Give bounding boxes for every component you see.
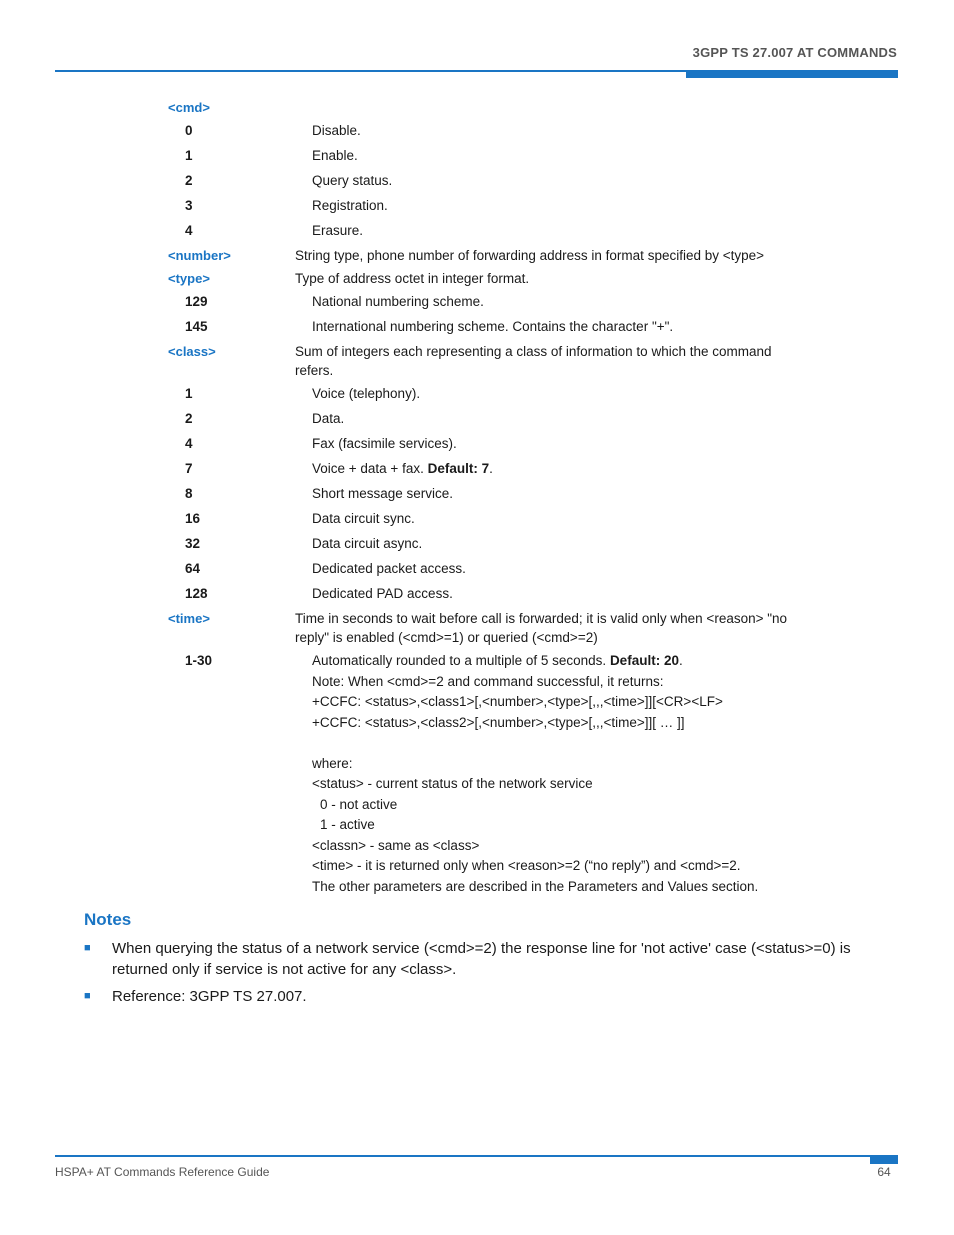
value-code: 4 [185,223,193,238]
value-code: 1 [185,148,193,163]
value-desc: Short message service. [312,486,454,501]
note-text: Reference: 3GPP TS 27.007. [112,988,307,1005]
note-line [312,733,808,754]
note-line: <status> - current status of the network service [312,776,593,791]
value-desc-with-default [312,651,808,672]
footer-accent-block [870,1155,898,1164]
param-desc-time: Time in seconds to wait before call is forwarded; it is valid only when <reason> "no reply" is enabled (<cmd>=1) or queried (<cmd>=2) [295,611,788,645]
desc-suffix: . [489,461,493,476]
value-desc: Data circuit sync. [312,511,415,526]
value-code: 3 [185,198,193,213]
note-item [84,986,894,1007]
value-code: 4 [185,436,193,451]
value-code: 7 [185,461,193,476]
square-bullet-icon: ■ [84,942,91,954]
value-desc: Voice (telephony). [312,386,421,401]
note-line: where: [312,755,353,771]
value-code: 0 [185,123,193,138]
param-desc-type: Type of address octet in integer format. [295,271,530,286]
note-line: 1 - active [320,817,375,832]
value-desc: Query status. [312,173,393,188]
value-code: 32 [185,536,201,551]
value-row [168,534,818,553]
param-name-class: <class> [168,344,216,359]
value-desc: International numbering scheme. Contains the character "+". [312,319,674,334]
desc-suffix: . [678,653,683,668]
note-text: When querying the status of a network service (<cmd>=2) the response line for 'not active' case (<status>=0) is returned only if service is not active for any <class>. [112,940,851,978]
value-desc: Disable. [312,123,361,138]
footer-doc-title: HSPA+ AT Commands Reference Guide [55,1165,270,1179]
value-code: 8 [185,486,193,501]
note-line: +CCFC: <status>,<class2>[,<number>,<type>[,,,<time>]][ … ]] [312,714,685,730]
value-row [168,292,818,311]
value-row [168,384,818,403]
value-code: 16 [185,511,201,526]
value-row [168,434,818,453]
value-desc: Dedicated PAD access. [312,586,453,601]
value-desc: Voice + data + fax. [312,461,424,476]
param-name-time: <time> [168,611,210,626]
value-code: 1-30 [185,653,213,668]
value-row [168,317,818,336]
value-row [168,409,818,428]
param-desc-number: String type, phone number of forwarding address in format specified by <type> [295,248,765,263]
value-code: 128 [185,586,208,601]
value-code: 2 [185,411,193,426]
value-desc: Automatically rounded to a multiple of 5 seconds. [312,653,607,668]
param-name-cmd: <cmd> [168,100,210,115]
parameter-list [168,98,818,903]
note-item [84,938,894,980]
value-code: 145 [185,319,208,334]
default-label: Default: 7 [427,461,490,476]
param-name-number: <number> [168,248,231,263]
notes-list [84,938,894,1013]
value-desc: Registration. [312,198,388,213]
value-desc: Data circuit async. [312,536,423,551]
value-row [168,221,818,240]
note-line: Note: When <cmd>=2 and command successful, it returns: [312,673,664,689]
value-row [168,121,818,140]
value-desc: National numbering scheme. [312,294,484,309]
value-desc: Erasure. [312,223,364,238]
note-line: <time> - it is returned only when <reason>=2 (“no reply”) and <cmd>=2. [312,858,741,873]
param-row-number [168,246,818,265]
value-code: 2 [185,173,193,188]
note-line: The other parameters are described in the Parameters and Values section. [312,878,759,894]
note-line: +CCFC: <status>,<class1>[,<number>,<type>[,,,<time>]][<CR><LF> [312,694,723,709]
header-title: 3GPP TS 27.007 AT COMMANDS [692,45,897,60]
value-desc: Dedicated packet access. [312,561,466,576]
value-desc: Fax (facsimile services). [312,436,457,451]
note-line: 0 - not active [320,796,398,812]
value-code: 1 [185,386,193,401]
time-value-details [312,651,818,897]
value-code: 129 [185,294,208,309]
page-number: 64 [877,1165,891,1179]
header-accent-block [686,70,898,78]
param-desc-class: Sum of integers each representing a class of information to which the command refers. [295,344,772,378]
footer-rule [55,1155,898,1157]
value-row [168,584,818,603]
value-row [168,171,818,190]
value-row [168,196,818,215]
param-row-type [168,269,818,288]
notes-heading: Notes [84,910,132,929]
value-row [168,509,818,528]
value-row [168,459,818,478]
value-desc: Enable. [312,148,358,163]
note-line: <classn> - same as <class> [312,837,480,853]
value-code: 64 [185,561,201,576]
value-desc: Data. [312,411,345,426]
value-row [168,559,818,578]
value-row [168,146,818,165]
value-desc-with-default [312,459,818,478]
value-row [168,484,818,503]
value-row [168,651,818,897]
default-label: Default: 20 [609,653,679,668]
param-name-type: <type> [168,271,210,286]
square-bullet-icon: ■ [84,990,91,1002]
param-row-class [168,342,818,380]
param-row-cmd [168,98,818,117]
param-row-time [168,609,818,647]
